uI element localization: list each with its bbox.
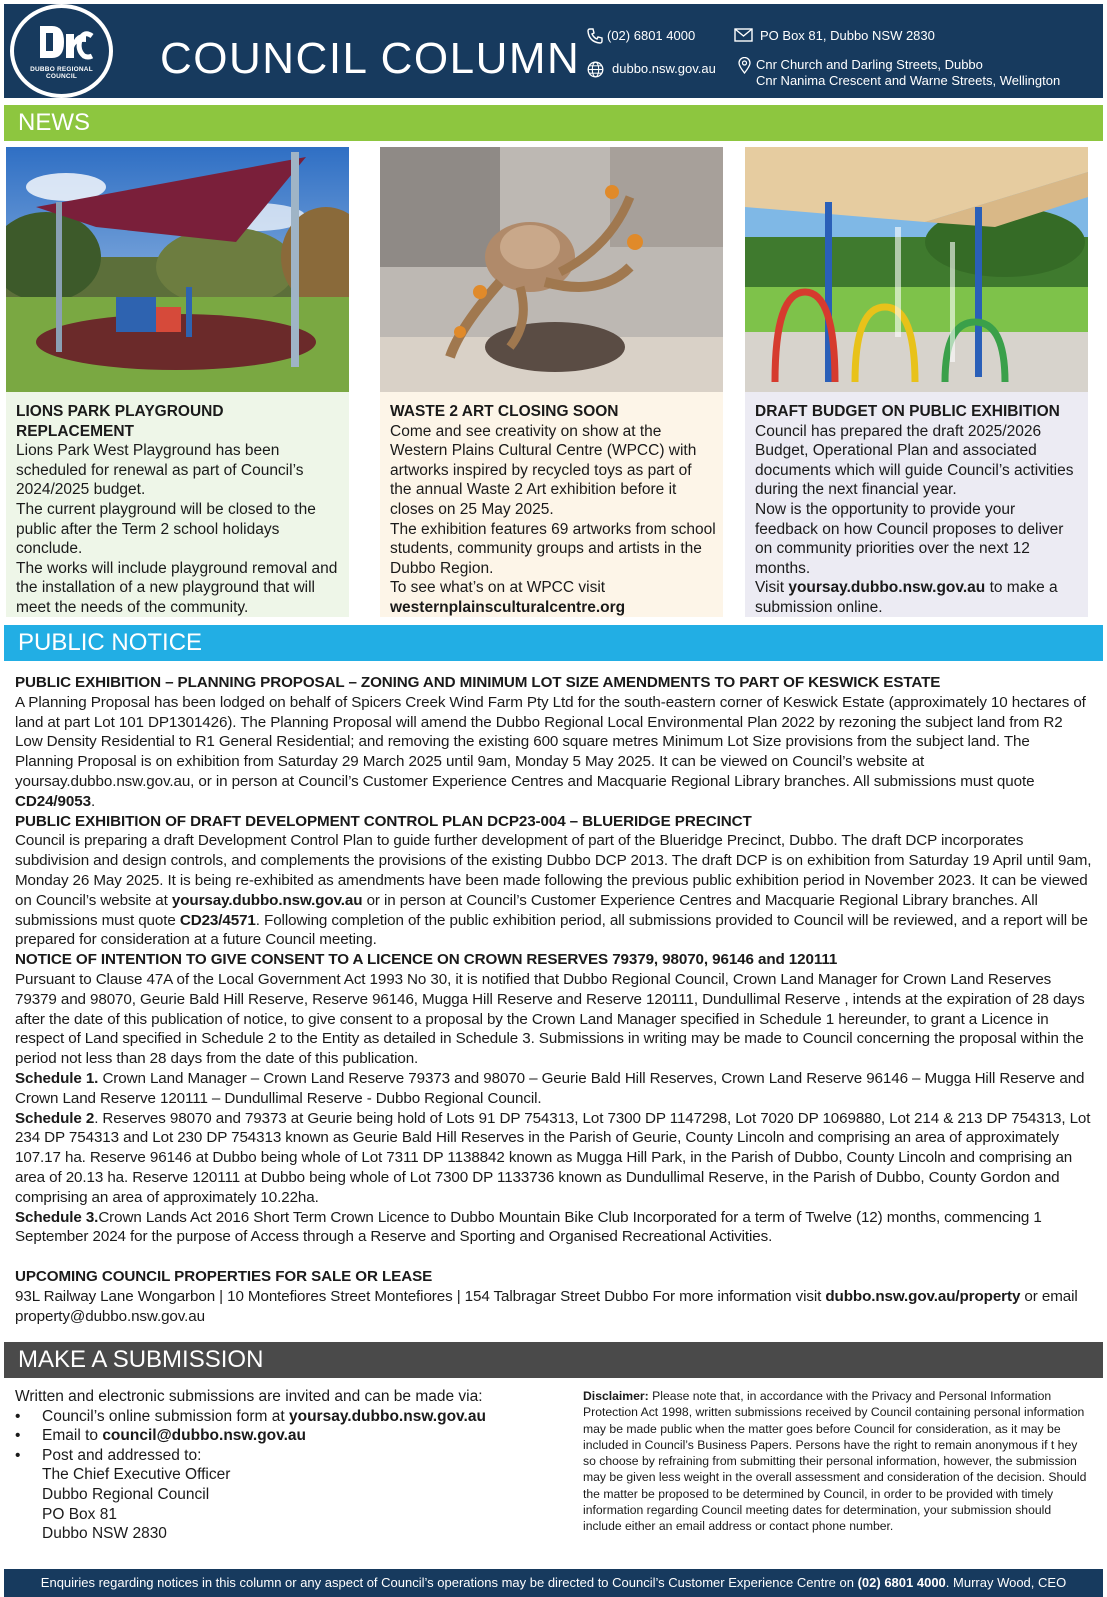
news-paragraph: Come and see creativity on show at the Western Plains Cultural Centre (WPCC) with artworks inspired by recycled toys as part of the annual Waste 2 Art exhibition before it closes on 25 May 2025. — [390, 422, 697, 518]
phone-number[interactable]: (02) 6801 4000 — [607, 28, 696, 43]
notice-paragraph — [15, 831, 1092, 950]
footer-bar — [4, 1569, 1103, 1597]
schedule-label: Schedule 2 — [15, 1109, 95, 1127]
list-text: Council’s online submission form at — [42, 1407, 285, 1425]
notice-text: . Following completion of the public exhibition period, all submissions provided to Council will be reviewed, and a report will be prepared for consideration at a future Council meeting. — [15, 911, 1088, 949]
yoursay-link[interactable]: yoursay.dubbo.nsw.gov.au — [788, 579, 986, 597]
globe-icon — [587, 61, 604, 78]
news-title: WASTE 2 ART CLOSING SOON — [390, 403, 619, 420]
email-link[interactable]: council@dubbo.nsw.gov.au — [102, 1427, 307, 1445]
footer-tail: . Murray Wood, CEO — [945, 1575, 1067, 1590]
notice-paragraph: Pursuant to Clause 47A of the Local Government Act 1993 No 30, it is notified that Dubbo Regional Council, Crown Land Manager for Crown Land Reserves 79379 and 98070, Geurie Bald Hill Reserve, Reserve 96146, Mugga Hill Reserve and Reserve 120111, Dundullimal Reserve , intends at the expiration of 28 days after the date of this publication of notice, to give consent to a proposal by the Crown Land Manager specified in Schedule 1 hereunder, to grant a Licence in respect of Land specified in Schedule 2 to the Entity as detailed in Schedule 3. Submissions in writing may be made to Council concerning the proposal within the period not less than 28 days from the date of this publication. — [15, 970, 1085, 1068]
envelope-icon — [734, 28, 753, 42]
news-text-waste2art — [390, 402, 716, 618]
footer-phone[interactable]: (02) 6801 4000 — [857, 1575, 946, 1590]
logo-text: DUBBO REGIONAL COUNCIL — [30, 66, 93, 80]
notice-paragraph — [15, 1287, 1092, 1327]
notice-text: A Planning Proposal has been lodged on behalf of Spicers Creek Wind Farm Pty Ltd for the south-eastern corner of Keswick Estate (approximately 10 hectares of land at part Lot 101 DP1301426). The Planning Proposal will amend the Dubbo Regional Local Environmental Plan 2022 by rezoning the subject land from R2 Low Density Residential to R1 General Residential; and removing the existing 600 square metres Minimum Lot Size provisions from the subject land. The Planning Proposal is on exhibition from Saturday 29 March 2025 until 9am, Monday 5 May 2025. It can be viewed on Council’s website at yoursay.dubbo.nsw.gov.au, or in person at Council’s Customer Experience Centres and Macquarie Regional Library branches. All submissions must quote — [15, 693, 1086, 790]
disclaimer-label: Disclaimer: — [583, 1389, 649, 1403]
news-banner: NEWS — [4, 105, 1103, 141]
address-contact — [738, 57, 1060, 89]
splash-park-photo — [745, 147, 1088, 392]
website-link[interactable]: dubbo.nsw.gov.au — [612, 61, 716, 76]
notice-text: 93L Railway Lane Wongarbon | 10 Montefiores Street Montefiores | 154 Talbragar Street Dubbo For more information visit — [15, 1287, 822, 1305]
visit-tail: to make a submission online. — [755, 579, 1058, 616]
news-card-budget — [745, 147, 1088, 617]
phone-icon — [587, 28, 603, 44]
address-line: PO Box 81 — [42, 1505, 117, 1523]
notice-paragraph: A Planning Proposal has been lodged on behalf of Spicers Creek Wind Farm Pty Ltd for the south-eastern corner of Keswick Estate (approximately 10 hectares of land at part Lot 101 DP1301426). The Planning Proposal will amend the Dubbo Regional Local Environmental Plan 2022 by rezoning the subject land from R2 Low Density Residential to R1 General Residential; and removing the existing 600 square metres Minimum Lot Size provisions from the subject land. The Planning Proposal is on exhibition from Saturday 29 March 2025 until 9am, Monday 5 May 2025. It can be viewed on Council’s website at yoursay.dubbo.nsw.gov.au, or in person at Council’s Customer Experience Centres and Macquarie Regional Library branches. All submissions must quote CD24/9053. — [15, 693, 1086, 810]
property-link[interactable]: dubbo.nsw.gov.au/property — [825, 1287, 1021, 1305]
list-text: Post and addressed to: — [42, 1446, 202, 1464]
news-text-budget — [755, 402, 1081, 618]
submission-methods — [15, 1387, 575, 1544]
news-title: DRAFT BUDGET ON PUBLIC EXHIBITION — [755, 403, 1060, 420]
submission-intro: Written and electronic submissions are invited and can be made via: — [15, 1388, 483, 1405]
wpcc-link[interactable]: westernplainsculturalcentre.org — [390, 598, 626, 616]
reference-code: CD23/4571 — [179, 911, 256, 929]
yoursay-link[interactable]: yoursay.dubbo.nsw.gov.au — [171, 891, 363, 909]
yoursay-link[interactable]: yoursay.dubbo.nsw.gov.au — [288, 1407, 486, 1425]
visit-text: Visit — [755, 579, 785, 597]
address-line-2: Cnr Nanima Crescent and Warne Streets, Wellington — [756, 73, 1061, 88]
notice-text: or in person at Council’s Customer Experience Centres and Macquarie Regional Library branches. All submissions must quote — [15, 891, 1038, 929]
news-paragraph: To see what’s on at WPCC visit — [390, 579, 606, 597]
public-notice-banner: PUBLIC NOTICE — [4, 625, 1103, 661]
schedule-text: Crown Lands Act 2016 Short Term Crown Licence to Dubbo Mountain Bike Club Incorporated for a term of Twelve (12) months, commencing 1 September 2024 for the purpose of Access through a Reserve and Sporting and Organised Recreational Activities. — [15, 1208, 1042, 1246]
address-line: The Chief Executive Officer — [42, 1466, 231, 1484]
drc-logo-mark — [36, 20, 94, 64]
news-paragraph: The exhibition features 69 artworks from school students, community groups and artists in the Dubbo Region. — [390, 520, 716, 577]
schedule-label: Schedule 1. — [15, 1069, 99, 1087]
news-paragraph: The works will include playground removal and the installation of a new playground that will meet the needs of the community. — [16, 559, 338, 616]
address-line: Dubbo NSW 2830 — [42, 1525, 167, 1543]
schedule-text: . Reserves 98070 and 79373 at Geurie being hold of Lots 91 DP 754313, Lot 7300 DP 1147298, Lot 7020 DP 1069880, Lot 214 & 213 DP 754313, Lot 234 DP 754313 and Lot 230 DP 754313 known as Geurie Bald Hill Reserves in the Parish of Geurie, County Lincoln and comprising an area of approximately 107.17 ha. Reserve 96146 at Dubbo being whole of Lot 7311 DP 1138842 known as Mugga Hill Park, in the Parish of Dubbo, County Lincoln and comprising an area of 20.13 ha. Reserve 120111 at Dubbo being whole of Lot 7300 DP 1133736 known as Dundullimal Reserve, in the Parish of Dubbo, County Gordon and comprising an area of approximately 10.22ha. — [15, 1109, 1091, 1206]
news-paragraph: The current playground will be closed to the public after the Term 2 school holidays conclude. — [16, 500, 316, 558]
address-line-1: Cnr Church and Darling Streets, Dubbo — [756, 57, 983, 72]
schedule-text: Crown Land Manager – Crown Land Reserve 79373 and 98070 – Geurie Bald Hill Reserves, Crown Land Reserve 96146 – Mugga Hill Reserve and Crown Land Reserve 120111 – Dundullimal Reserve - Dubbo Regional Council. — [15, 1069, 1085, 1107]
list-text: Email to — [42, 1427, 98, 1445]
submission-list — [15, 1407, 575, 1544]
playground-photo — [6, 147, 349, 392]
address-line: Dubbo Regional Council — [42, 1485, 210, 1503]
header-bar — [4, 4, 1103, 98]
mail-contact — [734, 28, 935, 44]
news-paragraph: Lions Park West Playground has been scheduled for renewal as part of Council’s 2024/2025 budget. — [16, 442, 304, 499]
council-logo — [10, 4, 113, 98]
news-paragraph: Now is the opportunity to provide your feedback on how Council proposes to deliver on community priorities over the next 12 months. — [755, 500, 1064, 577]
disclaimer — [583, 1388, 1088, 1535]
notice-title: UPCOMING COUNCIL PROPERTIES FOR SALE OR LEASE — [15, 1267, 433, 1285]
schedule-3 — [15, 1208, 1092, 1248]
news-text-playground — [16, 402, 342, 618]
list-item — [42, 1446, 575, 1544]
list-item — [42, 1407, 575, 1427]
website-contact — [587, 61, 716, 77]
notice-title: PUBLIC EXHIBITION OF DRAFT DEVELOPMENT CONTROL PLAN DCP23-004 – BLUERIDGE PRECINCT — [15, 812, 752, 830]
news-paragraph — [755, 578, 1081, 617]
list-item — [42, 1426, 575, 1446]
schedule-1 — [15, 1069, 1092, 1109]
submission-banner: MAKE A SUBMISSION — [4, 1342, 1103, 1378]
footer-text: Enquiries regarding notices in this column or any aspect of Council’s operations may be directed to Council’s Customer Experience Centre on — [40, 1575, 854, 1590]
page-title: COUNCIL COLUMN — [160, 34, 581, 83]
news-card-playground — [6, 147, 349, 617]
notice-text: or email property@dubbo.nsw.gov.au — [15, 1287, 1078, 1325]
notice-title: NOTICE OF INTENTION TO GIVE CONSENT TO A LICENCE ON CROWN RESERVES 79379, 98070, 96146 and 120111 — [15, 951, 838, 969]
location-pin-icon — [738, 57, 751, 74]
news-paragraph: Council has prepared the draft 2025/2026 Budget, Operational Plan and associated documents which will guide Council’s activities during the next financial year. — [755, 422, 1074, 499]
po-box: PO Box 81, Dubbo NSW 2830 — [760, 28, 935, 43]
notice-title: PUBLIC EXHIBITION – PLANNING PROPOSAL – ZONING AND MINIMUM LOT SIZE AMENDMENTS TO PART OF KESWICK ESTATE — [15, 674, 941, 691]
schedule-2 — [15, 1109, 1092, 1208]
octopus-artwork-photo — [380, 147, 723, 392]
disclaimer-text: Please note that, in accordance with the Privacy and Personal Information Protection Act 1998, written submissions received by Council containing personal information may be made public when the matter goes before Council for consideration, as it may be included in Council’s Business Papers. Persons have the right to remain anonymous if t hey so choose by refraining from submitting their personal information, however, the submission may be given less weight in the overall assessment and consideration of the decision. Should the matter be proposed to be determined by Council, in order to be provided with timely information regarding Council meeting dates for determination, your submission should include either an email address or contact phone number. — [583, 1389, 1087, 1534]
public-notice-body — [15, 673, 1092, 1326]
news-card-waste2art — [380, 147, 723, 617]
news-title: LIONS PARK PLAYGROUND REPLACEMENT — [16, 403, 224, 440]
phone-contact — [587, 28, 695, 44]
schedule-label: Schedule 3. — [15, 1208, 99, 1226]
reference-code: CD24/9053 — [15, 792, 91, 810]
notice-text: Council is preparing a draft Development Control Plan to guide further development of part of the Blueridge Precinct, Dubbo. The draft DCP incorporates subdivision and design controls, and complements the provisions of the existing Dubbo DCP 2013. The draft DCP is on exhibition from Saturday 19 April until 9am, Monday 26 May 2025. It is being re-exhibited as amendments have been made following the previous public exhibition period in November 2023. It can be viewed on Council’s website at — [15, 832, 1092, 909]
